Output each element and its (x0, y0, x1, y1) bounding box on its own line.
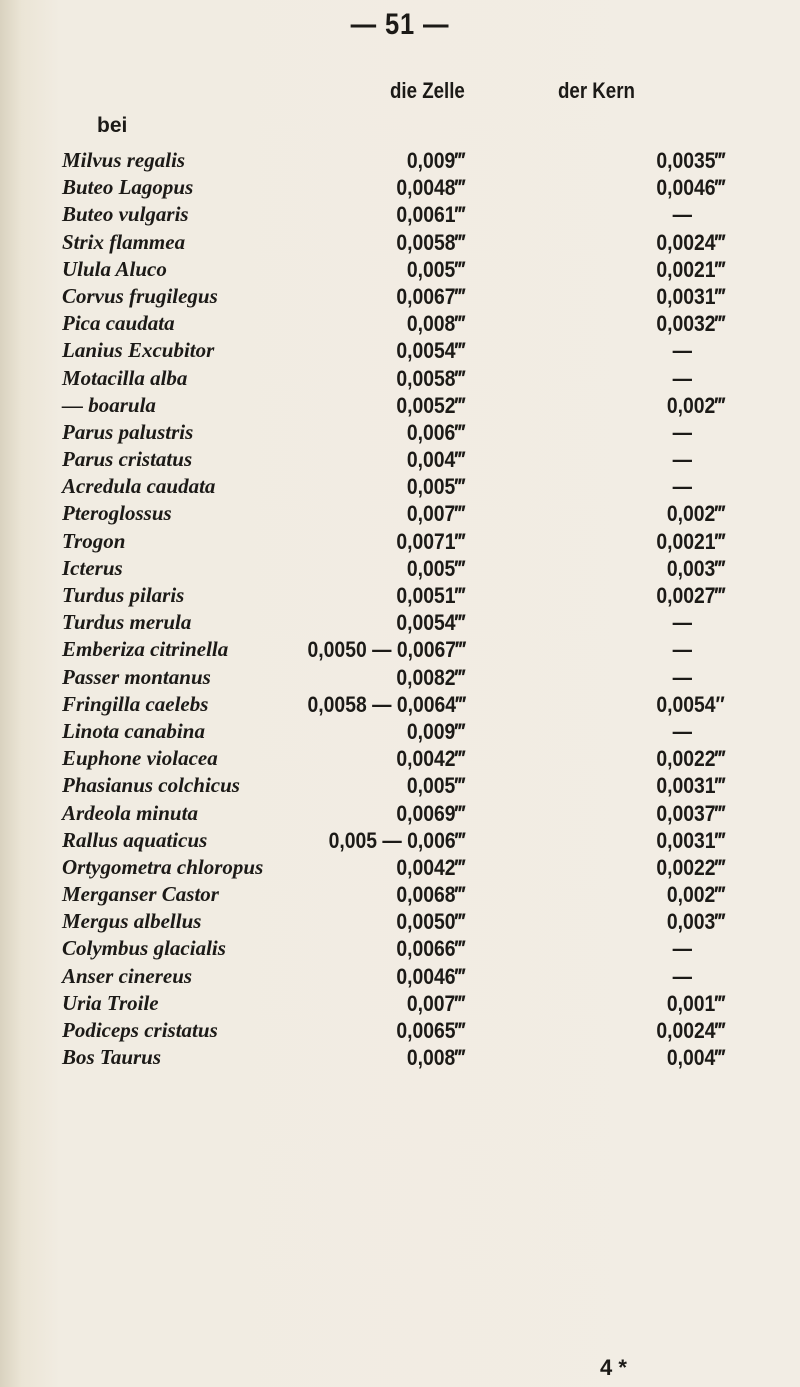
cell-size-value: 0,004‴ (407, 447, 465, 473)
nucleus-size-value: 0,0022‴ (656, 746, 725, 772)
nucleus-size-value: 0,0024‴ (656, 229, 725, 255)
nucleus-size-value: — (672, 936, 692, 962)
nucleus-size-value: 0,003‴ (667, 555, 725, 581)
species-name: Pica caudata (62, 311, 175, 336)
nucleus-size-value: 0,0021‴ (656, 256, 725, 282)
species-name: Trogon (62, 528, 126, 553)
species-name: Uria Troile (62, 990, 159, 1015)
page-number: — 51 — (350, 8, 450, 41)
cell-size-value: 0,0058‴ (396, 229, 465, 255)
cell-size-value: 0,0042‴ (396, 854, 465, 880)
species-name: Passer montanus (62, 664, 211, 689)
cell-size-value: 0,0061‴ (396, 202, 465, 228)
table-row (0, 529, 800, 556)
cell-size-value: 0,0071‴ (396, 528, 465, 554)
nucleus-size-value: 0,0022‴ (656, 854, 725, 880)
species-name: Turdus merula (62, 610, 192, 635)
cell-size-value: 0,0058‴ (396, 365, 465, 391)
nucleus-size-value: — (672, 963, 692, 989)
cell-size-value: 0,0054‴ (396, 338, 465, 364)
species-name: Turdus pilaris (62, 583, 185, 607)
nucleus-size-value: — (672, 637, 692, 663)
cell-size-value: 0,0051‴ (396, 583, 465, 608)
species-name: Colymbus glacialis (62, 936, 226, 961)
table-row (0, 175, 800, 202)
column-header-bei: bei (97, 114, 128, 137)
species-name: Rallus aquaticus (62, 827, 208, 852)
species-name: Strix flammea (62, 229, 186, 254)
nucleus-size-value: — (672, 202, 692, 228)
nucleus-size-value: — (672, 664, 692, 690)
nucleus-size-value: 0,001‴ (667, 990, 725, 1016)
table-row (0, 474, 800, 501)
table-row (0, 692, 800, 719)
table-row (0, 773, 800, 800)
table-row (0, 610, 800, 637)
cell-size-value: 0,0069‴ (396, 800, 465, 826)
table-row (0, 637, 800, 664)
cell-size-value: 0,005‴ (407, 474, 465, 500)
table-row (0, 1018, 800, 1045)
nucleus-size-value: 0,002‴ (667, 882, 725, 908)
table-row (0, 202, 800, 229)
species-name: Fringilla caelebs (62, 691, 209, 716)
cell-size-value: 0,0048‴ (396, 175, 465, 201)
column-header-kern: der Kern (558, 78, 635, 103)
signature-mark: 4 * (600, 1355, 627, 1380)
species-name: Anser cinereus (62, 963, 193, 988)
cell-size-value: 0,005‴ (407, 773, 465, 799)
cell-size-value: 0,0042‴ (396, 746, 465, 772)
nucleus-size-value: 0,0037‴ (656, 800, 725, 826)
table-row (0, 909, 800, 936)
species-name: Emberiza citrinella (62, 637, 229, 662)
table-row (0, 257, 800, 284)
nucleus-size-value: 0,0031‴ (656, 827, 725, 853)
nucleus-size-value: 0,0024‴ (656, 1018, 725, 1043)
nucleus-size-value: — (672, 447, 692, 473)
nucleus-size-value: — (672, 365, 692, 391)
nucleus-size-value: 0,0054″ (656, 691, 725, 717)
cell-size-value: 0,006‴ (407, 419, 465, 445)
species-name: Parus cristatus (62, 447, 193, 472)
species-name: — boarula (62, 392, 156, 417)
table-row (0, 148, 800, 175)
cell-size-value: 0,0082‴ (396, 664, 465, 690)
cell-size-value: 0,008‴ (407, 1045, 465, 1071)
table-row (0, 556, 800, 583)
table-row (0, 230, 800, 257)
nucleus-size-value: 0,0021‴ (656, 528, 725, 554)
species-name: Euphone violacea (62, 746, 218, 771)
species-name: Merganser Castor (62, 882, 219, 907)
nucleus-size-value: 0,0046‴ (656, 175, 725, 201)
table-row (0, 855, 800, 882)
table-row (0, 746, 800, 773)
nucleus-size-value: 0,0031‴ (656, 283, 725, 309)
cell-size-value: 0,009‴ (407, 718, 465, 744)
species-name: Podiceps cristatus (62, 1018, 218, 1042)
cell-size-value: 0,0050 — 0,0067‴ (307, 637, 465, 663)
cell-size-value: 0,0066‴ (396, 936, 465, 962)
table-row (0, 284, 800, 311)
nucleus-size-value: 0,004‴ (667, 1045, 725, 1071)
nucleus-size-value: — (672, 474, 692, 500)
species-name: Pteroglossus (62, 501, 172, 526)
table-row (0, 991, 800, 1018)
cell-size-value: 0,0065‴ (396, 1018, 465, 1043)
species-name: Lanius Excubitor (62, 338, 215, 363)
nucleus-size-value: — (672, 338, 692, 364)
table-row (0, 393, 800, 420)
cell-size-value: 0,005 — 0,006‴ (328, 827, 465, 853)
nucleus-size-value: — (672, 718, 692, 744)
cell-size-value: 0,0054‴ (396, 610, 465, 636)
cell-size-value: 0,007‴ (407, 501, 465, 527)
species-name: Milvus regalis (62, 148, 186, 172)
cell-size-value: 0,008‴ (407, 311, 465, 337)
measurement-table (0, 148, 800, 1072)
nucleus-size-value: — (672, 419, 692, 445)
species-name: Ulula Aluco (62, 256, 167, 281)
species-name: Ortygometra chloropus (62, 854, 264, 879)
nucleus-size-value: 0,003‴ (667, 909, 725, 935)
table-row (0, 964, 800, 991)
table-row (0, 719, 800, 746)
table-row (0, 447, 800, 474)
species-name: Linota canabina (62, 718, 205, 743)
cell-size-value: 0,0067‴ (396, 283, 465, 309)
species-name: Motacilla alba (62, 365, 188, 390)
table-row (0, 583, 800, 610)
species-name: Mergus albellus (62, 909, 202, 934)
table-row (0, 665, 800, 692)
cell-size-value: 0,0046‴ (396, 963, 465, 989)
species-name: Ardeola minuta (62, 800, 198, 825)
column-header-zelle: die Zelle (390, 78, 465, 103)
table-row (0, 311, 800, 338)
table-row (0, 882, 800, 909)
species-name: Buteo Lagopus (62, 175, 194, 200)
species-name: Buteo vulgaris (62, 202, 189, 227)
cell-size-value: 0,007‴ (407, 990, 465, 1016)
cell-size-value: 0,005‴ (407, 555, 465, 581)
cell-size-value: 0,0058 — 0,0064‴ (307, 691, 465, 717)
nucleus-size-value: 0,0035‴ (656, 148, 725, 173)
nucleus-size-value: 0,002‴ (667, 501, 725, 527)
table-row (0, 366, 800, 393)
cell-size-value: 0,0052‴ (396, 392, 465, 418)
cell-size-value: 0,0068‴ (396, 882, 465, 908)
nucleus-size-value: 0,0027‴ (656, 583, 725, 608)
table-row (0, 1045, 800, 1072)
cell-size-value: 0,009‴ (407, 148, 465, 173)
table-row (0, 338, 800, 365)
species-name: Icterus (62, 555, 123, 580)
species-name: Acredula caudata (62, 474, 216, 499)
species-name: Bos Taurus (62, 1045, 162, 1070)
species-name: Corvus frugilegus (62, 283, 218, 308)
table-row (0, 828, 800, 855)
table-row (0, 501, 800, 528)
cell-size-value: 0,005‴ (407, 256, 465, 282)
nucleus-size-value: — (672, 610, 692, 636)
cell-size-value: 0,0050‴ (396, 909, 465, 935)
table-row (0, 420, 800, 447)
nucleus-size-value: 0,0032‴ (656, 311, 725, 337)
table-row (0, 936, 800, 963)
nucleus-size-value: 0,0031‴ (656, 773, 725, 799)
species-name: Phasianus colchicus (62, 773, 240, 798)
nucleus-size-value: 0,002‴ (667, 392, 725, 418)
table-row (0, 801, 800, 828)
species-name: Parus palustris (62, 419, 194, 444)
